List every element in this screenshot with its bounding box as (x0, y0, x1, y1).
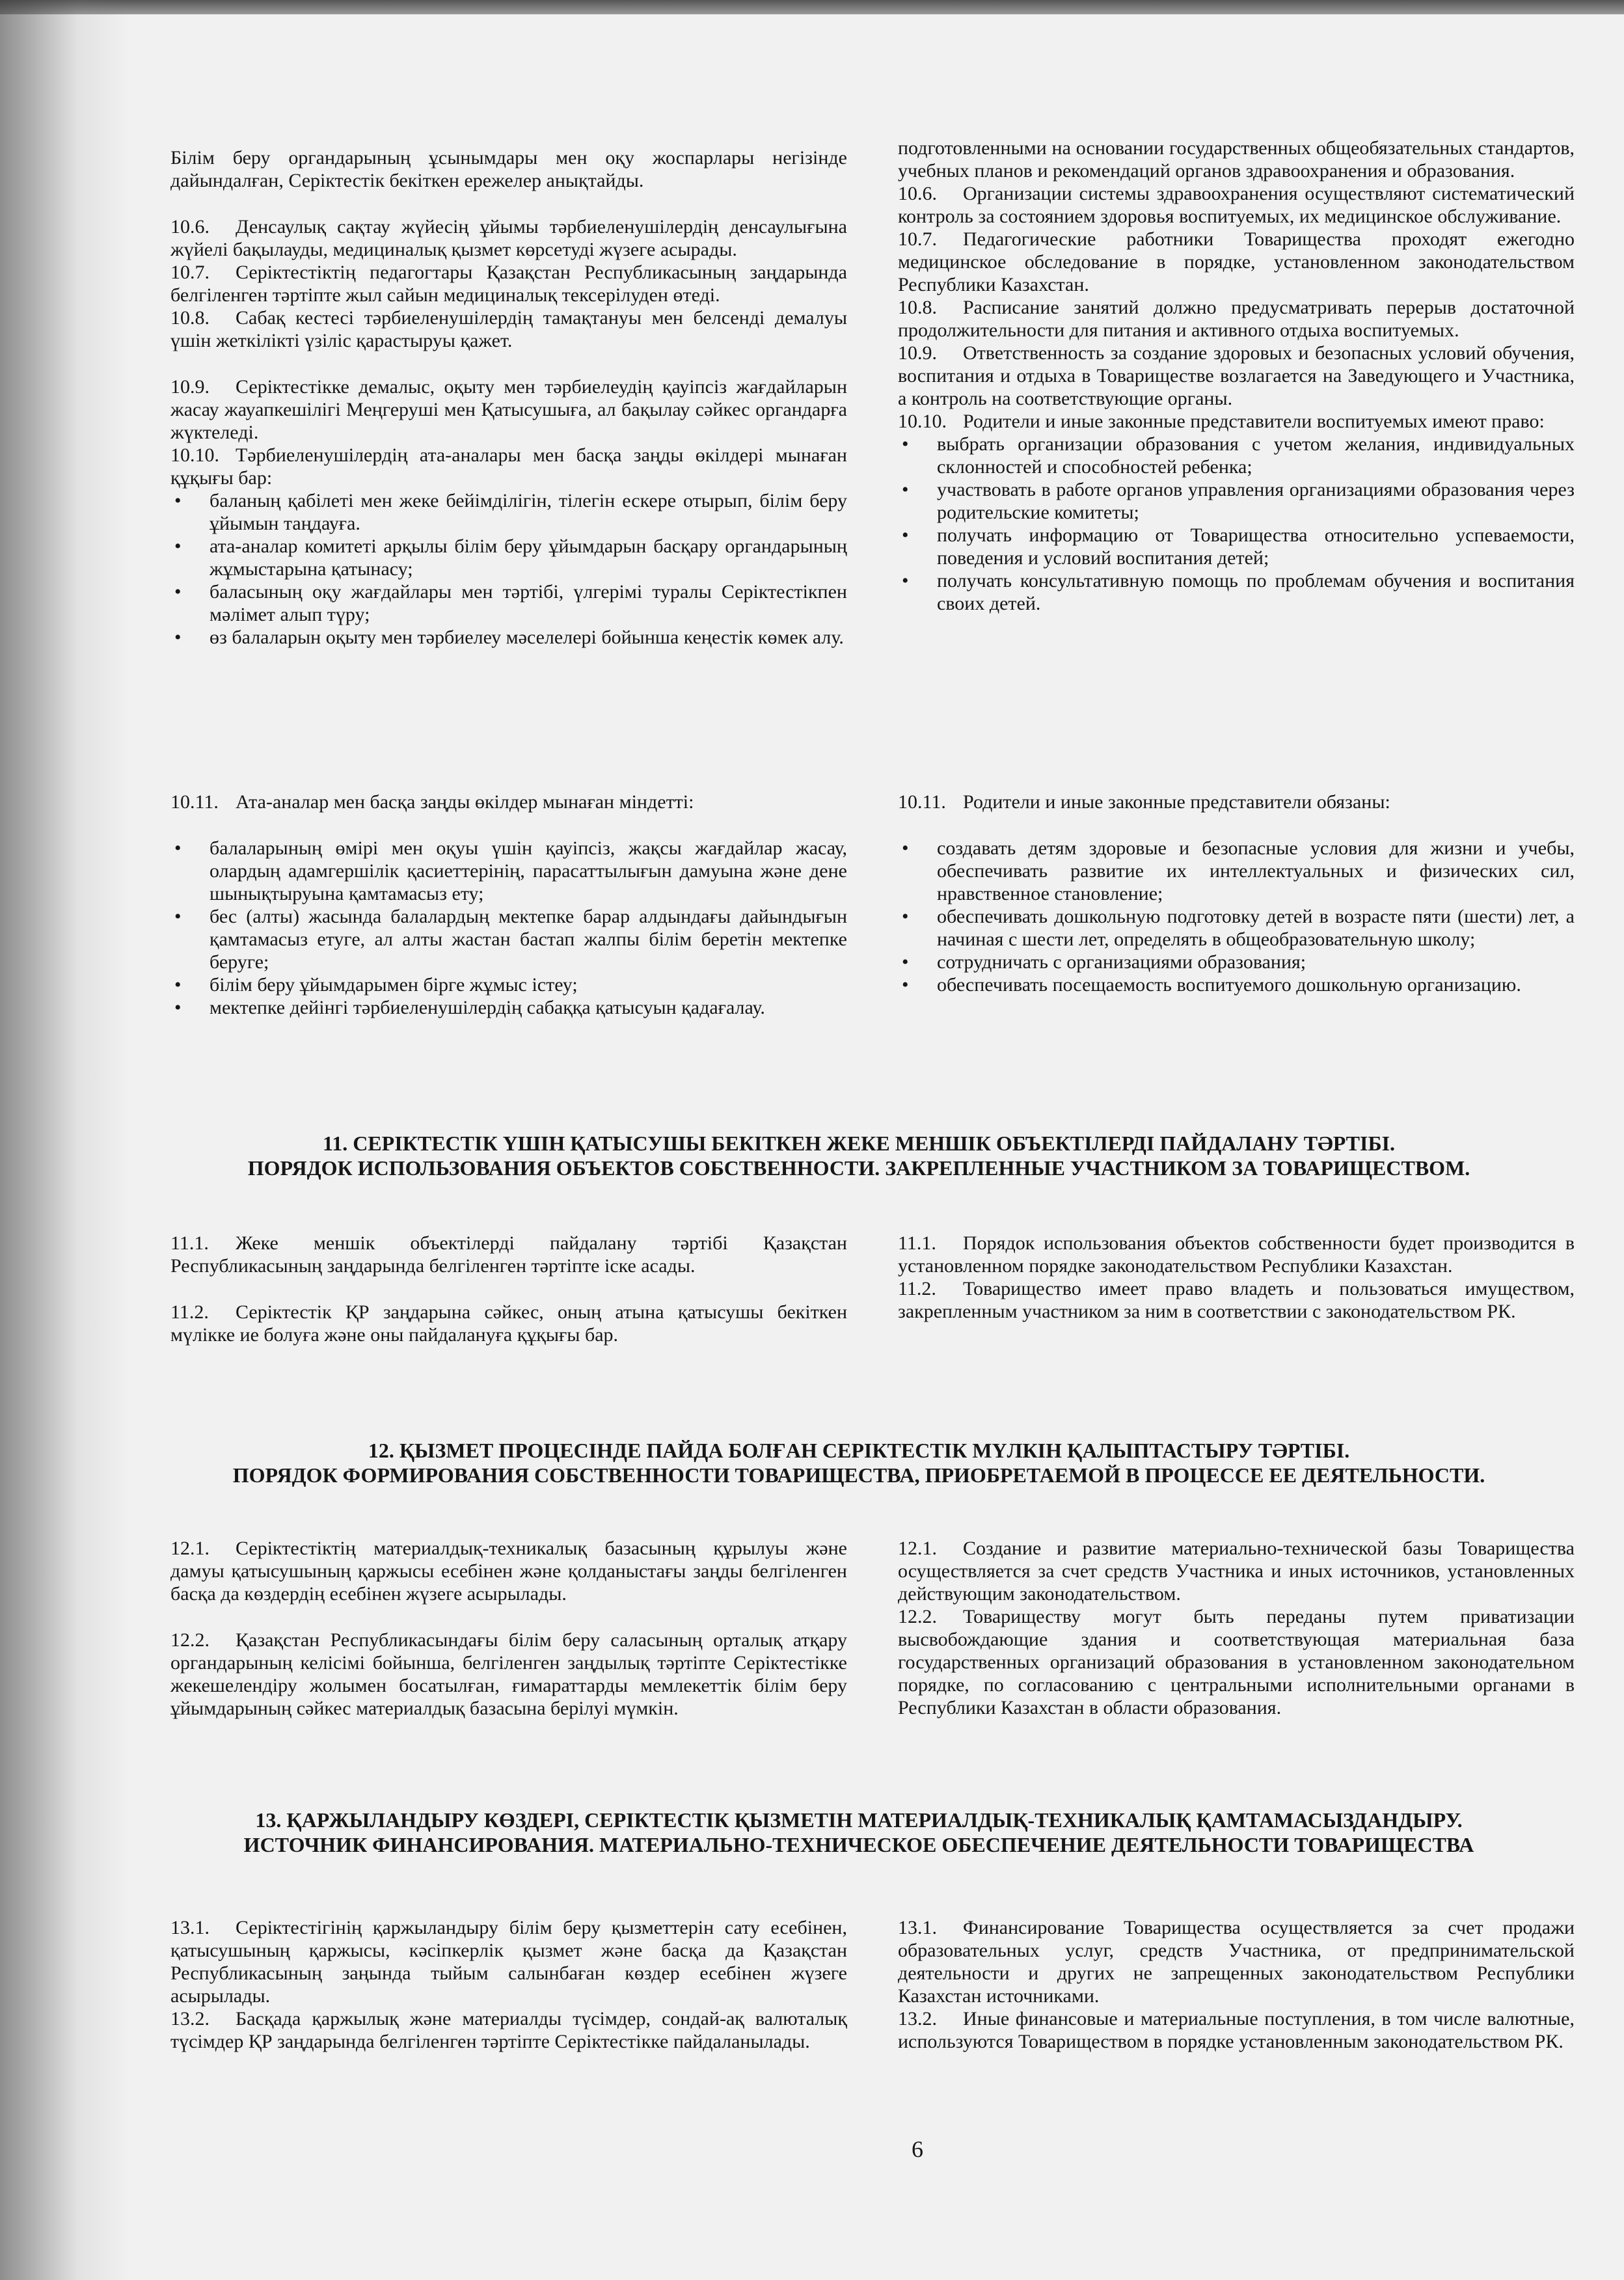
list-item: • бес (алты) жасында балалардың мектепке барар алдындағы дайындығын қамтамасыз етуге, ал алты жастан бастап жалпы білім беретін мектепке беруге; (170, 905, 847, 973)
clause-number: 10.11. (170, 791, 219, 813)
list-item: • получать информацию от Товарищества относительно успеваемости, поведения и условий воспитания детей; (898, 524, 1575, 569)
clause-number: 11.1. (170, 1232, 209, 1254)
paragraph-text: подготовленными на основании государственных общеобязательных стандартов, учебных планов и рекомендаций органов здравоохранения и образования. (898, 137, 1575, 182)
clause-number: 13.2. (898, 2008, 937, 2029)
paragraph-12-2 (170, 1629, 847, 1720)
paragraph-text: Білім беру органдарының ұсынымдары мен оқу жоспарлары негізінде дайындалған, Серіктестік бекіткен ережелер анықтайды. (170, 147, 847, 191)
rights-list (898, 433, 1575, 615)
clause-number: 10.7. (170, 262, 210, 283)
clause-number: 11.2. (170, 1301, 209, 1323)
paragraph-10-10 (170, 444, 847, 489)
paragraph-text: Денсаулық сақтау жүйесің ұйымы тәрбиеленушілердің денсаулығына жүйелі бақылауды, медициналық қызмет көрсетуді жүзеге асырады. (170, 216, 847, 260)
list-item: • получать консультативную помощь по проблемам обучения и воспитания своих детей. (898, 569, 1575, 615)
paragraph-text: Басқада қаржылық және материалды түсімдер, сондай-ақ валюталық түсімдер ҚР заңдарында белгіленген тәртіпте Серіктестікке пайдаланылады. (170, 2008, 847, 2052)
paragraph-10-9 (170, 375, 847, 444)
paragraph-11-1 (898, 1232, 1575, 1277)
section-13-heading (169, 1808, 1549, 1857)
clause-number: 13.2. (170, 2008, 210, 2029)
clause-number: 10.6. (898, 183, 937, 204)
page-number: 6 (912, 2136, 923, 2162)
paragraph-text: Финансирование Товарищества осуществляется за счет продажи образовательных услуг, средств Участника, от предпринимательской деятельности и других не запрещенных законодательством Республики Казахстан источниками. (898, 1917, 1575, 2007)
sec13-right-column (898, 1916, 1575, 2053)
list-item: • сотрудничать с организациями образования; (898, 951, 1575, 973)
list-item: • баланың қабілеті мен жеке бейімділігін, тілегін ескере отырып, білім беру ұйымын таңдауға. (170, 489, 847, 535)
paragraph-text: Серіктестікке демалыс, оқыту мен тәрбиелеудің қауіпсіз жағдайларын жасау жауапкешілігі Меңгеруші мен Қатысушыға, ал бақылау сәйкес органдарға жүктеледі. (170, 376, 847, 443)
paragraph-text: Серіктестігінің қаржыландыру білім беру қызметтерін сату есебінен, қатысушының қаржысы, кәсіпкерлік қызмет және басқа да Қазақстан Республикасының заңында тыйым салынбаған көздер есебінен жүзеге асырылады. (170, 1917, 847, 2007)
paragraph-text: Қазақстан Республикасындағы білім беру саласының орталық атқару органдарының келісімі бойынша, белгіленген заңдылық тәртіпте Серіктестікке жекешелендіру жолымен босатылған, ғимараттарды мемлекеттік білім беру ұйымдарының сәйкес материалдық базасына берілуі мүмкін. (170, 1629, 847, 1719)
paragraph-10-10 (898, 410, 1575, 433)
paragraph-text: Сабақ кестесі тәрбиеленушілердің тамақтануы мен белсенді демалуы үшін жеткілікті үзіліс қарастыруы қажет. (170, 307, 847, 351)
paragraph-text: Товарищество имеет право владеть и пользоваться имуществом, закрепленным участником за ним в соответствии с законодательством РК. (898, 1278, 1575, 1322)
paragraph-13-2 (170, 2007, 847, 2053)
paragraph-text: Ответственность за создание здоровых и безопасных условий обучения, воспитания и отдыха в Товариществе возлагается на Заведующего и Участника, а контроль на соответствующие органы. (898, 342, 1575, 409)
paragraph-10-7 (170, 261, 847, 306)
paragraph-10-11 (170, 791, 847, 813)
paragraph (898, 137, 1575, 182)
section-11-heading (169, 1131, 1549, 1180)
duties-list (170, 837, 847, 1019)
clause-number: 13.1. (170, 1917, 210, 1938)
paragraph-text: Расписание занятий должно предусматривать перерыв достаточной продолжительности для питания и активного отдыха воспитуемых. (898, 297, 1575, 341)
clause-number: 12.2. (170, 1629, 210, 1651)
clause-number: 10.7. (898, 228, 937, 250)
paragraph-text: Серіктестік ҚР заңдарына сәйкес, оның атына қатысушы бекіткен мүлікке ие болуға және оны пайдалануға құқығы бар. (170, 1301, 847, 1346)
paragraph-12-1 (898, 1537, 1575, 1605)
paragraph-10-9 (898, 342, 1575, 410)
sec12-left-column (170, 1537, 847, 1720)
clause-number: 10.8. (170, 307, 210, 329)
paragraph-13-2 (898, 2007, 1575, 2053)
paragraph-11-2 (170, 1301, 847, 1346)
sec11-left-column (170, 1232, 847, 1346)
sec10-left-column (170, 146, 847, 649)
clause-number: 12.2. (898, 1606, 937, 1627)
paragraph-text: Создание и развитие материально-технической базы Товарищества осуществляется за счет средств Участника и иных источников, установленных действующим законодательством. (898, 1538, 1575, 1605)
clause-number: 11.2. (898, 1278, 936, 1299)
clause-number: 10.8. (898, 297, 937, 318)
heading-kz: 11. СЕРІКТЕСТІК ҮШІН ҚАТЫСУШЫ БЕКІТКЕН ЖЕКЕ МЕНШІК ОБЪЕКТІЛЕРДІ ПАЙДАЛАНУ ТӘРТІБІ. (322, 1132, 1396, 1155)
clause-number: 10.9. (170, 376, 210, 398)
paragraph-text: Серіктестіктің педагогтары Қазақстан Республикасының заңдарында белгіленген тәртіпте жыл сайын медициналық тексерілуден өтеді. (170, 262, 847, 306)
paragraph-text: Товариществу могут быть переданы путем приватизации высвобождающие здания и соответствующая материальная база государственных организаций образования в установленном законодательном порядке, по согласованию с центральными исполнительными органами в Республики Казахстан в области образования. (898, 1606, 1575, 1718)
heading-kz: 12. ҚЫЗМЕТ ПРОЦЕСІНДЕ ПАЙДА БОЛҒАН СЕРІКТЕСТІК МҮЛКІН ҚАЛЫПТАСТЫРУ ТӘРТІБІ. (368, 1439, 1350, 1462)
sec10-11-right-column (898, 791, 1575, 996)
list-item: • мектепке дейінгі тәрбиеленушілердің сабаққа қатысуын қадағалау. (170, 996, 847, 1019)
section-12-heading (169, 1438, 1549, 1487)
paragraph-10-7 (898, 228, 1575, 296)
list-item: • выбрать организации образования с учетом желания, индивидуальных склонностей и способностей ребенка; (898, 433, 1575, 478)
paragraph-text: Педагогические работники Товарищества проходят ежегодно медицинское обследование в порядке, установленном законодательством Республики Казахстан. (898, 228, 1575, 295)
paragraph-text: Организации системы здравоохранения осуществляют систематический контроль за состоянием здоровья воспитуемых, их медицинское обслуживание. (898, 183, 1575, 227)
paragraph-text: Ата-аналар мен басқа заңды өкілдер мынаған міндетті: (236, 791, 694, 813)
list-item: • создавать детям здоровые и безопасные условия для жизни и учебы, обеспечивать развитие их интеллектуальных и физических сил, нравственное становление; (898, 837, 1575, 905)
list-item: • білім беру ұйымдарымен бірге жұмыс істеу; (170, 973, 847, 996)
list-item: • баласының оқу жағдайлары мен тәртібі, үлгерімі туралы Серіктестікпен мәлімет алып түру; (170, 580, 847, 626)
paragraph-text: Тәрбиеленушілердің ата-аналары мен басқа заңды өкілдері мынаған құқығы бар: (170, 444, 847, 489)
paragraph-12-1 (170, 1537, 847, 1605)
clause-number: 11.1. (898, 1232, 936, 1254)
clause-number: 10.10. (170, 444, 219, 466)
paragraph-text: Иные финансовые и материальные поступления, в том числе валютные, используются Товариществом в порядке установленным законодательством РК. (898, 2008, 1575, 2052)
paragraph-13-1 (170, 1916, 847, 2007)
heading-kz: 13. ҚАРЖЫЛАНДЫРУ КӨЗДЕРІ, СЕРІКТЕСТІК ҚЫЗМЕТІН МАТЕРИАЛДЫҚ-ТЕХНИКАЛЫҚ ҚАМТАМАСЫЗДАНДЫРУ. (255, 1808, 1463, 1832)
sec10-right-column (898, 137, 1575, 615)
paragraph-12-2 (898, 1605, 1575, 1719)
paragraph-text: Серіктестіктің материалдық-техникалық базасының құрылуы және дамуы қатысушының қаржысы есебінен және қолданыстағы заңды белгіленген басқа да көздердің есебінен жүзеге асырылады. (170, 1538, 847, 1605)
heading-ru: ИСТОЧНИК ФИНАНСИРОВАНИЯ. МАТЕРИАЛЬНО-ТЕХНИЧЕСКОЕ ОБЕСПЕЧЕНИЕ ДЕЯТЕЛЬНОСТИ ТОВАРИЩЕСТВА (243, 1833, 1474, 1856)
paragraph-10-8 (898, 296, 1575, 342)
paragraph (170, 146, 847, 192)
rights-list (170, 489, 847, 649)
clause-number: 12.1. (898, 1538, 937, 1559)
sec11-right-column (898, 1232, 1575, 1323)
list-item: • участвовать в работе органов управления организациями образования через родительские комитеты; (898, 478, 1575, 524)
clause-number: 10.10. (898, 411, 947, 432)
sec10-11-left-column (170, 791, 847, 1019)
list-item: • өз балаларын оқыту мен тәрбиелеу мәселелері бойынша кеңестік көмек алу. (170, 626, 847, 649)
paragraph-text: Порядок использования объектов собственности будет производится в установленном порядке законодательством Республики Казахстан. (898, 1232, 1575, 1277)
list-item: • обеспечивать дошкольную подготовку детей в возрасте пяти (шести) лет, а начиная с шести лет, определять в общеобразовательную школу; (898, 905, 1575, 951)
paragraph-13-1 (898, 1916, 1575, 2007)
duties-list (898, 837, 1575, 996)
paragraph-text: Жеке меншік объектілерді пайдалану тәртібі Қазақстан Республикасының заңдарында белгіленген тәртіпте іске асады. (170, 1232, 847, 1277)
clause-number: 10.6. (170, 216, 210, 238)
paragraph-11-2 (898, 1277, 1575, 1323)
list-item: • балаларының өмірі мен оқуы үшін қауіпсіз, жақсы жағдайлар жасау, олардың адамгершілік қасиеттерінің, парасаттылығын дамуына және дене шынықтыруына қамтамасыз ету; (170, 837, 847, 905)
clause-number: 10.11. (898, 791, 946, 813)
heading-ru: ПОРЯДОК ФОРМИРОВАНИЯ СОБСТВЕННОСТИ ТОВАРИЩЕСТВА, ПРИОБРЕТАЕМОЙ В ПРОЦЕССЕ ЕЕ ДЕЯТЕЛЬНОСТИ. (232, 1463, 1485, 1487)
sec12-right-column (898, 1537, 1575, 1719)
sec13-left-column (170, 1916, 847, 2053)
paragraph-10-8 (170, 306, 847, 352)
paragraph-10-6 (898, 182, 1575, 228)
paragraph-10-6 (170, 215, 847, 261)
paragraph-10-11 (898, 791, 1575, 813)
clause-number: 13.1. (898, 1917, 937, 1938)
clause-number: 12.1. (170, 1538, 210, 1559)
heading-ru: ПОРЯДОК ИСПОЛЬЗОВАНИЯ ОБЪЕКТОВ СОБСТВЕННОСТИ. ЗАКРЕПЛЕННЫЕ УЧАСТНИКОМ ЗА ТОВАРИЩЕСТВОМ. (247, 1156, 1470, 1180)
paragraph-11-1 (170, 1232, 847, 1277)
clause-number: 10.9. (898, 342, 937, 364)
paragraph-text: Родители и иные законные представители обязаны: (963, 791, 1390, 813)
paragraph-text: Родители и иные законные представители воспитуемых имеют право: (963, 411, 1545, 432)
list-item: • обеспечивать посещаемость воспитуемого дошкольную организацию. (898, 973, 1575, 996)
list-item: • ата-аналар комитеті арқылы білім беру ұйымдарын басқару органдарының жұмыстарына қатынасу; (170, 535, 847, 580)
